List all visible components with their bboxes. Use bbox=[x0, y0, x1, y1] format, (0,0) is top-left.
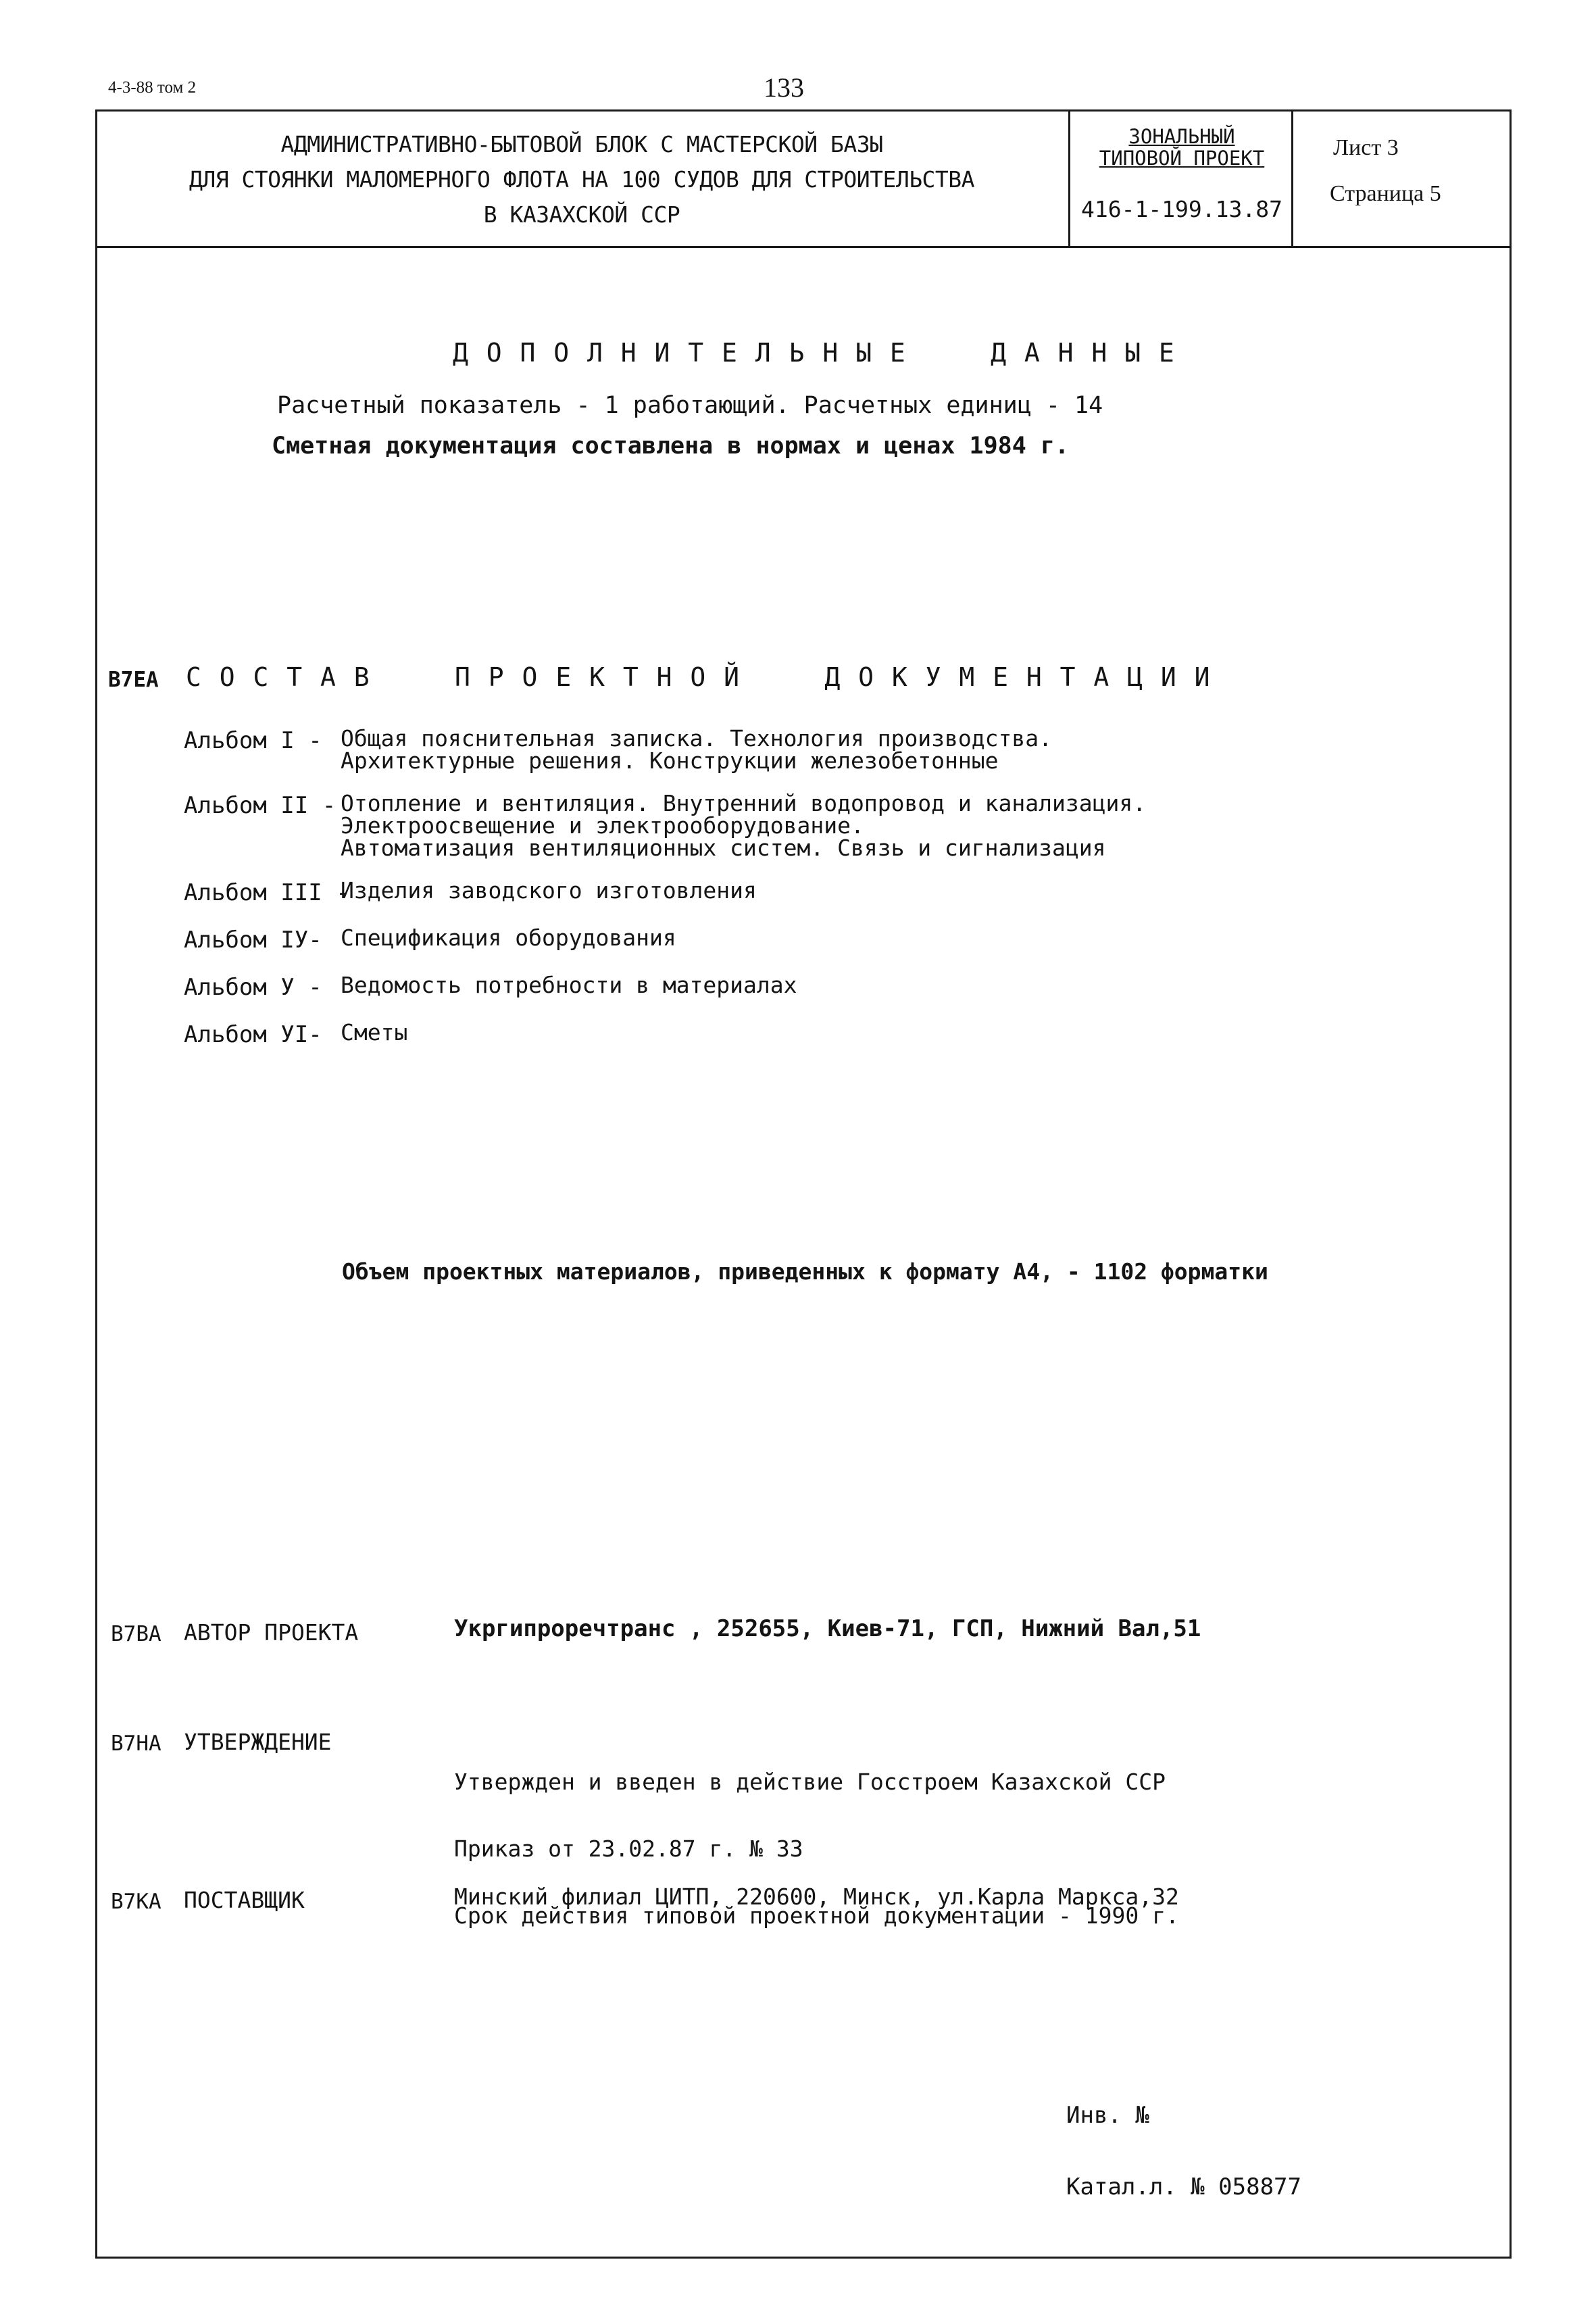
zonal-line-1: ЗОНАЛЬНЫЙ bbox=[1128, 125, 1235, 148]
composition-title: С О С Т А В П Р О Е К Т Н О Й Д О К У М Е Н Т А Ц И И bbox=[186, 662, 1212, 692]
list-item bbox=[184, 974, 1468, 1001]
author-code: В7ВА bbox=[111, 1622, 161, 1646]
author-label: АВТОР ПРОЕКТА bbox=[184, 1619, 359, 1646]
project-title-line-1: АДМИНИСТРАТИВНО-БЫТОВОЙ БЛОК С МАСТЕРСКОЙ БАЗЫ bbox=[280, 131, 883, 157]
album-line: Архитектурные решения. Конструкции железобетонные bbox=[341, 747, 999, 774]
additional-data-title: Д О П О Л Н И Т Е Л Ь Н Ы Е Д А Н Н Ы Е bbox=[453, 338, 1176, 368]
project-title-line-3: В КАЗАХСКОЙ ССР bbox=[483, 201, 680, 228]
album-label: Альбом III - bbox=[184, 879, 350, 906]
page-number: 133 bbox=[764, 72, 804, 103]
supplier-text: Минский филиал ЦИТП, 220600, Минск, ул.Карла Маркса,32 bbox=[454, 1884, 1179, 1910]
supplier-label: ПОСТАВЩИК bbox=[184, 1887, 305, 1913]
estimate-norms-line: Сметная документация составлена в нормах и ценах 1984 г. bbox=[272, 433, 1070, 460]
album-label: Альбом I - bbox=[184, 727, 322, 754]
album-description bbox=[341, 974, 797, 1001]
album-line: Спецификация оборудования bbox=[341, 925, 676, 951]
album-line: Ведомость потребности в материалах bbox=[341, 972, 797, 998]
list-item bbox=[184, 727, 1468, 772]
album-label: Альбом УI- bbox=[184, 1021, 322, 1048]
document-volume-label: 4-3-88 том 2 bbox=[108, 78, 197, 97]
author-text: Укргипроречтранс , 252655, Киев-71, ГСП, Нижний Вал,51 bbox=[454, 1615, 1201, 1642]
approval-text bbox=[454, 1726, 1179, 1949]
composition-code: В7ЕА bbox=[108, 668, 159, 692]
volume-of-materials: Объем проектных материалов, приведенных к формату А4, - 1102 форматки bbox=[342, 1258, 1268, 1285]
album-description bbox=[341, 792, 1146, 859]
approval-label: УТВЕРЖДЕНИЕ bbox=[184, 1729, 332, 1755]
album-line: Автоматизация вентиляционных систем. Связь и сигнализация bbox=[341, 835, 1106, 861]
page-label: Страница 5 bbox=[1330, 181, 1441, 206]
zonal-project-label bbox=[1070, 126, 1293, 169]
album-description bbox=[341, 927, 676, 954]
project-title bbox=[95, 127, 1068, 232]
album-description bbox=[341, 879, 757, 906]
calc-indicator-line: Расчетный показатель - 1 работающий. Расчетных единиц - 14 bbox=[277, 392, 1103, 419]
album-description bbox=[341, 1021, 407, 1048]
album-list bbox=[184, 727, 1468, 1068]
header-divider bbox=[95, 246, 1512, 248]
approval-line: Утвержден и введен в действие Госстроем Казахской ССР bbox=[454, 1769, 1166, 1795]
album-line: Изделия заводского изготовления bbox=[341, 877, 757, 904]
album-description bbox=[341, 727, 1052, 772]
album-label: Альбом II - bbox=[184, 792, 336, 819]
catalog-number: Катал.л. № 058877 bbox=[1066, 2173, 1301, 2200]
album-label: Альбом IУ- bbox=[184, 927, 322, 954]
list-item bbox=[184, 879, 1468, 906]
project-title-line-2: ДЛЯ СТОЯНКИ МАЛОМЕРНОГО ФЛОТА НА 100 СУДОВ ДЛЯ СТРОИТЕЛЬСТВА bbox=[189, 166, 975, 193]
album-line: Отопление и вентиляция. Внутренний водопровод и канализация. bbox=[341, 790, 1147, 816]
supplier-code: В7КА bbox=[111, 1890, 161, 1914]
list-item bbox=[184, 927, 1468, 954]
approval-line: Срок действия типовой проектной документации - 1990 г. bbox=[454, 1902, 1179, 1929]
zonal-line-2: ТИПОВОЙ ПРОЕКТ bbox=[1099, 147, 1265, 170]
approval-code: В7НА bbox=[111, 1731, 161, 1756]
list-item bbox=[184, 792, 1468, 859]
album-label: Альбом У - bbox=[184, 974, 322, 1001]
album-line: Электроосвещение и электрооборудование. bbox=[341, 812, 864, 839]
sheet-number: Лист 3 bbox=[1333, 135, 1399, 160]
project-code: 416-1-199.13.87 bbox=[1080, 196, 1282, 222]
album-line: Общая пояснительная записка. Технология производства. bbox=[341, 725, 1052, 752]
album-line: Сметы bbox=[341, 1019, 408, 1045]
approval-line: Приказ от 23.02.87 г. № 33 bbox=[454, 1836, 803, 1862]
inventory-number: Инв. № bbox=[1066, 2102, 1149, 2129]
list-item bbox=[184, 1021, 1468, 1048]
